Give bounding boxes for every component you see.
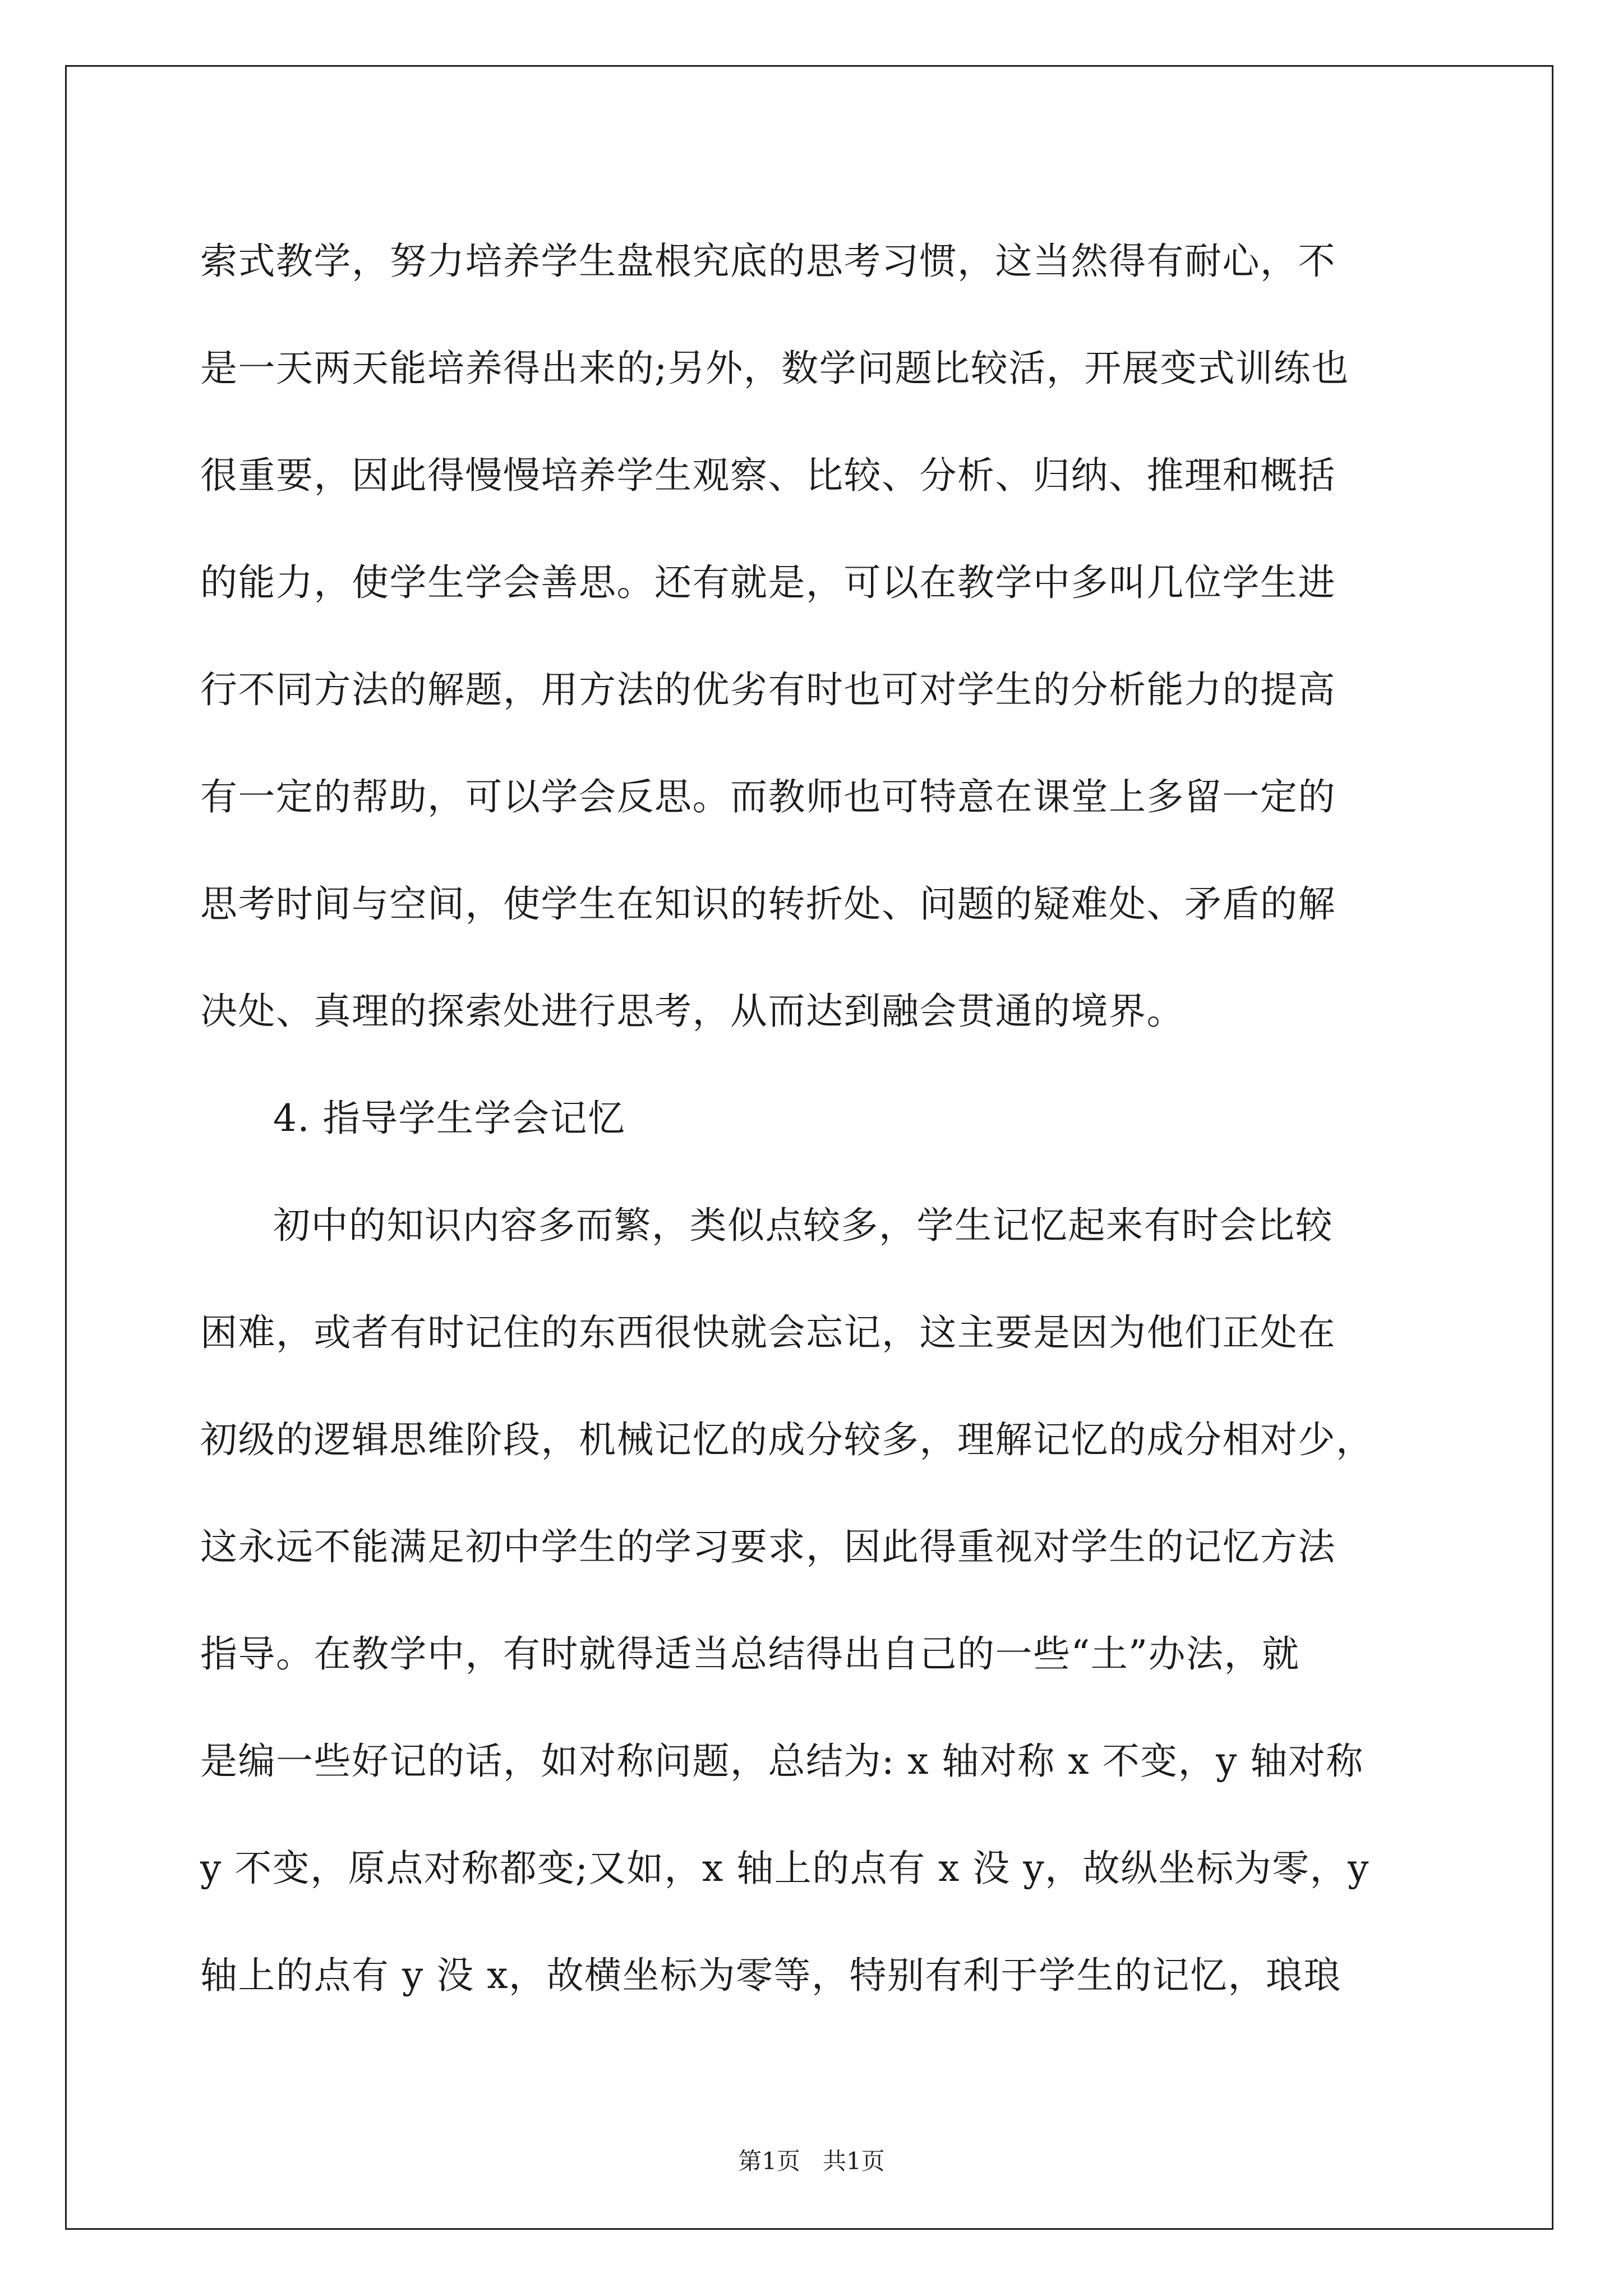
text-line: 很重要，因此得慢慢培养学生观察、比较、分析、归纳、推理和概括: [200, 454, 1336, 497]
text-line: 初级的逻辑思维阶段，机械记忆的成分较多，理解记忆的成分相对少，: [200, 1418, 1374, 1461]
paragraph-start-line: 初中的知识内容多而繁，类似点较多，学生记忆起来有时会比较: [273, 1204, 1333, 1247]
text-line: 这永远不能满足初中学生的学习要求，因此得重视对学生的记忆方法: [200, 1525, 1336, 1568]
text-line: 的能力，使学生学会善思。还有就是，可以在教学中多叫几位学生进: [200, 561, 1336, 604]
text-line: 思考时间与空间，使学生在知识的转折处、问题的疑难处、矛盾的解: [200, 882, 1336, 926]
section-heading: 4. 指导学生学会记忆: [273, 1097, 626, 1140]
text-line: 索式教学，努力培养学生盘根究底的思考习惯，这当然得有耐心，不: [200, 240, 1336, 283]
text-line: 轴上的点有 y 没 x，故横坐标为零等，特别有利于学生的记忆，琅琅: [200, 1954, 1341, 1997]
text-line: 困难，或者有时记住的东西很快就会忘记，这主要是因为他们正处在: [200, 1311, 1336, 1354]
text-line: y 不变，原点对称都变;又如，x 轴上的点有 x 没 y，故纵坐标为零，y: [200, 1847, 1370, 1890]
text-line: 决处、真理的探索处进行思考，从而达到融会贯通的境界。: [200, 990, 1184, 1033]
page-footer: 第1页 共1页: [738, 2147, 885, 2175]
text-line: 是编一些好记的话，如对称问题，总结为: x 轴对称 x 不变，y 轴对称: [200, 1740, 1364, 1783]
text-line: 指导。在教学中，有时就得适当总结得出自己的一些“土”办法，就: [200, 1632, 1300, 1676]
text-line: 行不同方法的解题，用方法的优劣有时也可对学生的分析能力的提高: [200, 668, 1336, 711]
text-line: 是一天两天能培养得出来的;另外，数学问题比较活，开展变式训练也: [200, 347, 1349, 390]
document-body: [200, 208, 1434, 2029]
text-line: 有一定的帮助，可以学会反思。而教师也可特意在课堂上多留一定的: [200, 775, 1336, 818]
